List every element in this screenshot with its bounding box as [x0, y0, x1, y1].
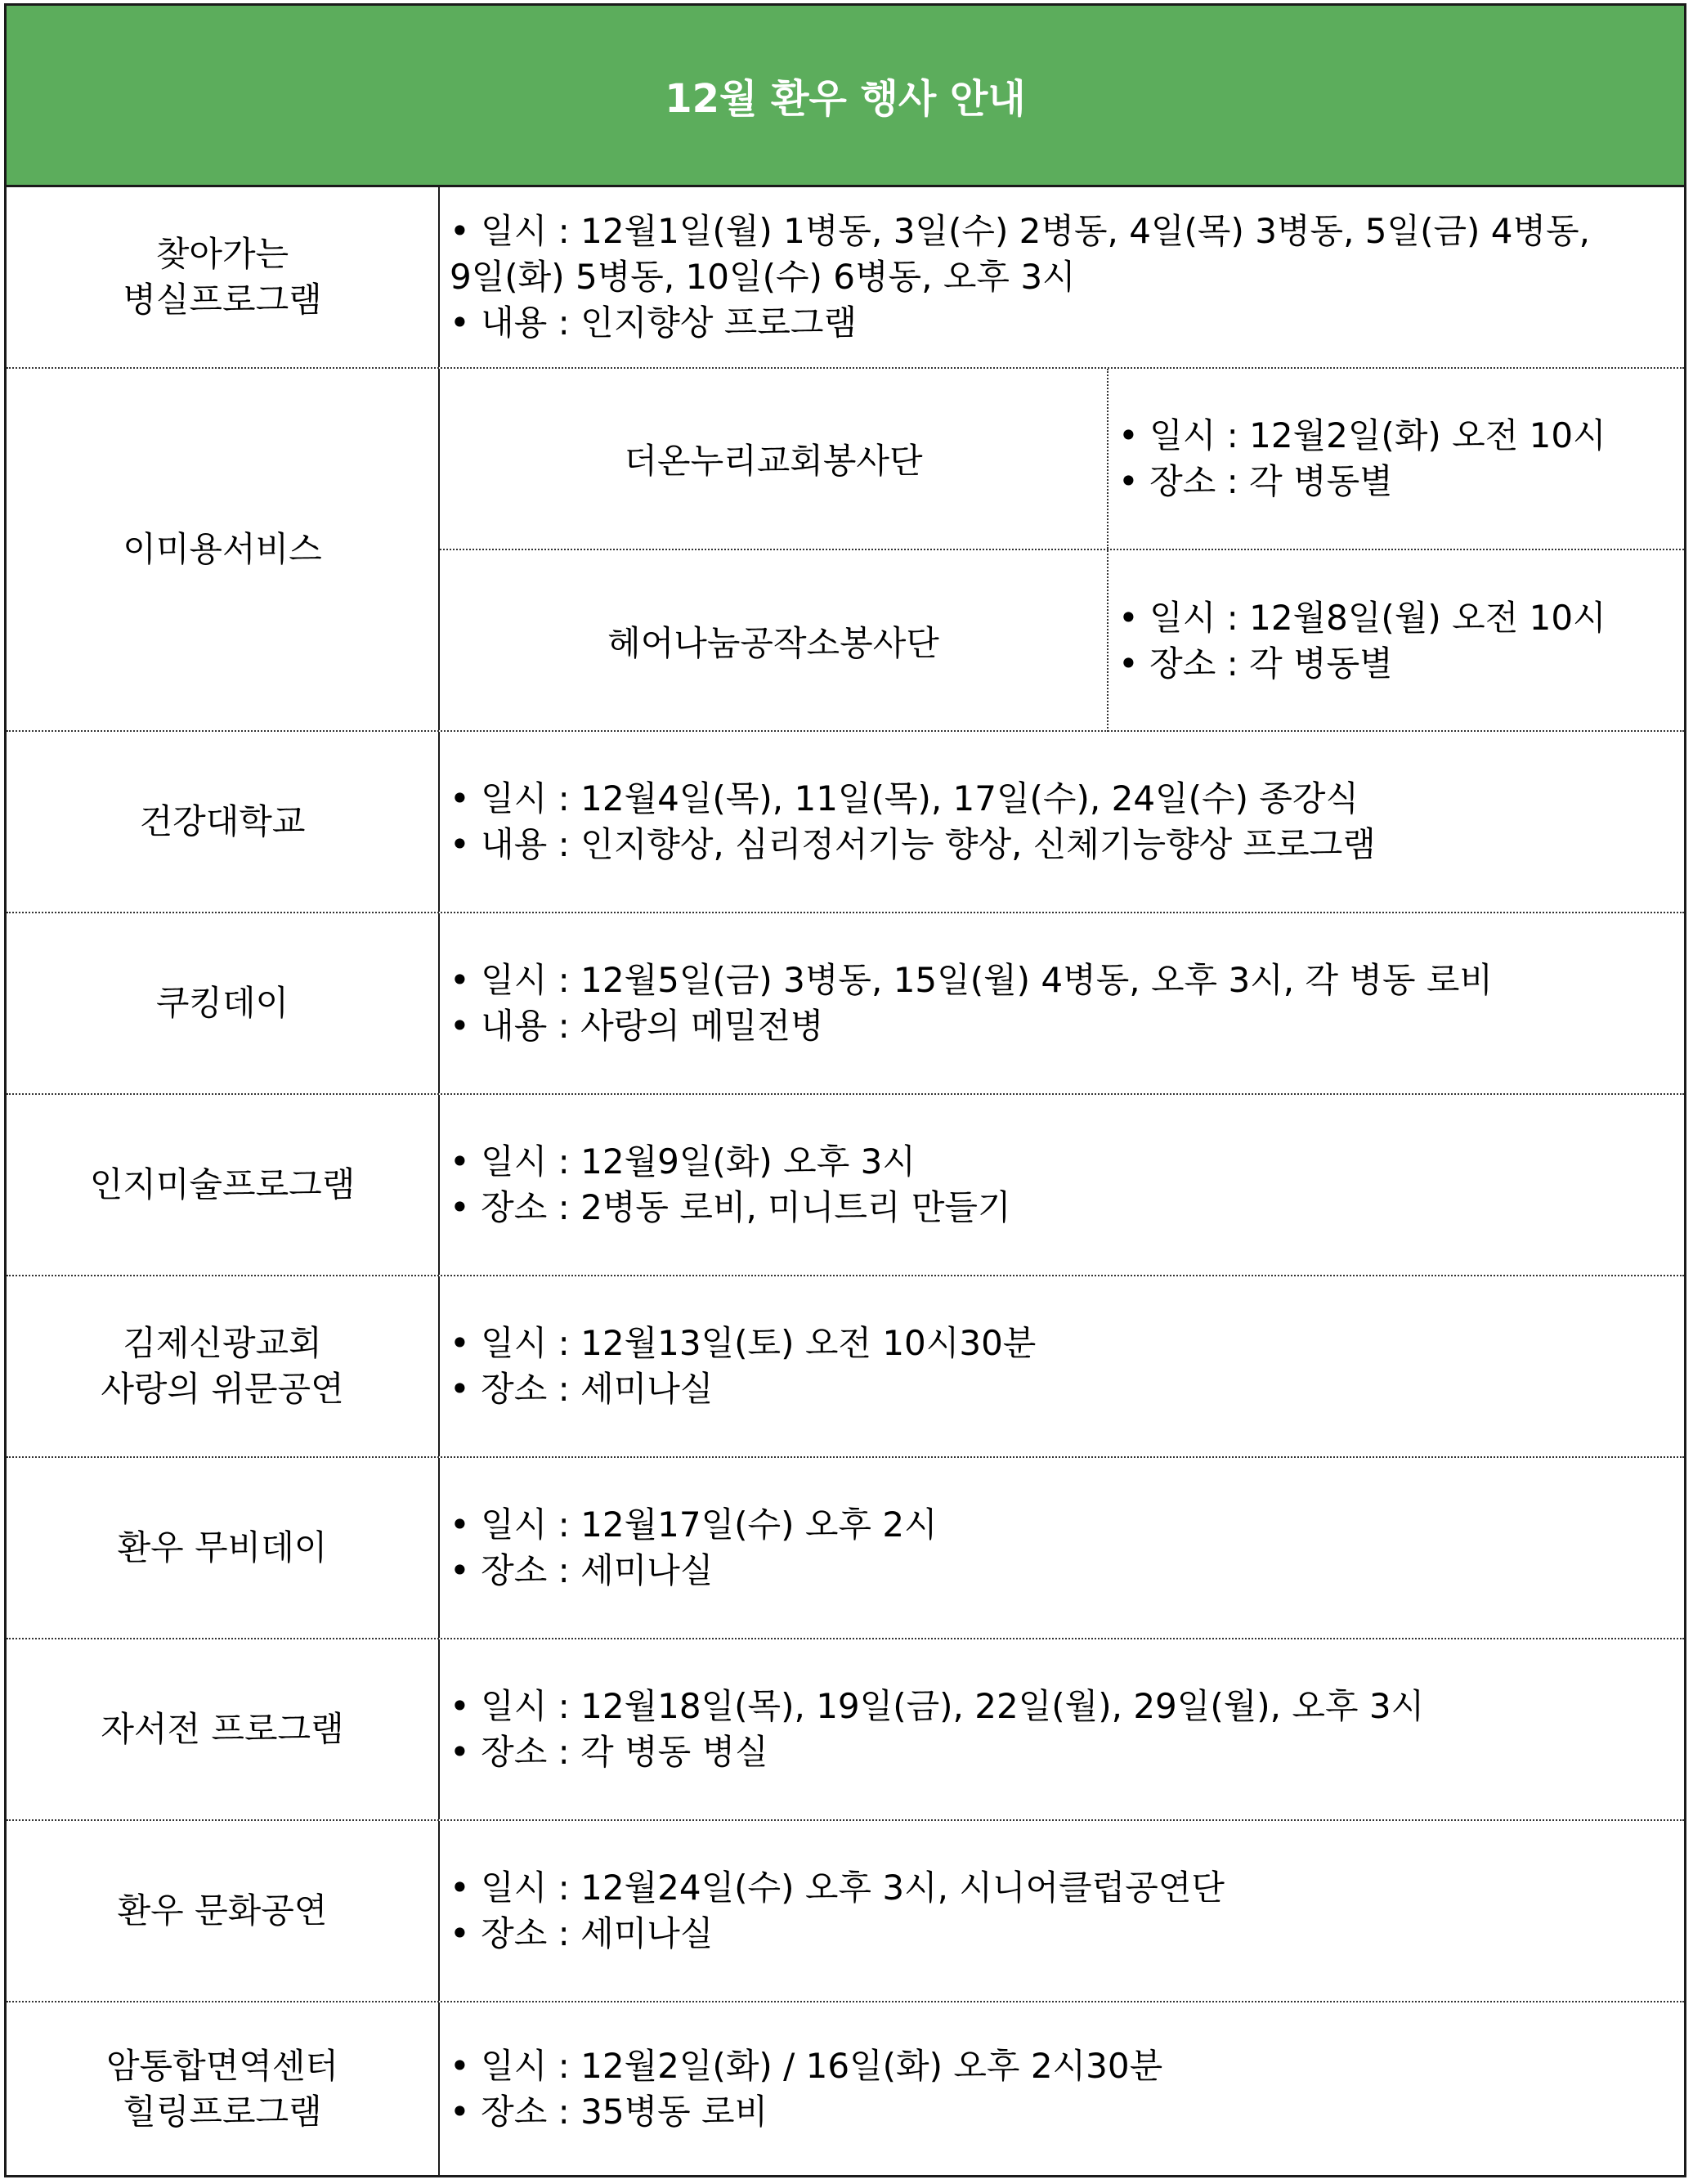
program-details — [440, 1095, 1684, 1275]
table-row — [7, 2002, 1684, 2175]
detail-line: • 일시 : 12월17일(수) 오후 2시 — [450, 1505, 938, 1545]
detail-line: • 일시 : 12월8일(월) 오전 10시 — [1118, 598, 1606, 638]
program-name-line: 환우 무비데이 — [117, 1527, 328, 1567]
program-name-line: 힐링프로그램 — [123, 2091, 322, 2132]
program-name-line: 암통합면역센터 — [105, 2045, 338, 2086]
program-name-line: 자서전 프로그램 — [101, 1709, 344, 1749]
table-row — [7, 1821, 1684, 2002]
program-name — [7, 732, 440, 912]
detail-line: • 장소 : 35병동 로비 — [450, 2091, 768, 2132]
table-row — [7, 1639, 1684, 1821]
detail-line: • 장소 : 각 병동별 — [1118, 644, 1393, 684]
program-name — [7, 1276, 440, 1456]
program-name — [7, 2002, 440, 2175]
program-name — [7, 369, 440, 730]
volunteer-group-name: 헤어나눔공작소봉사단 — [440, 550, 1109, 732]
volunteer-group-name: 더온누리교회봉사단 — [440, 369, 1109, 549]
program-name-line: 쿠킹데이 — [155, 983, 289, 1023]
table-row — [7, 369, 1684, 732]
detail-line: • 일시 : 12월9일(화) 오후 3시 — [450, 1141, 916, 1182]
program-name-line: 이미용서비스 — [123, 529, 322, 569]
program-details — [440, 1276, 1684, 1456]
table-row — [7, 1095, 1684, 1276]
program-name — [7, 1095, 440, 1275]
program-name — [7, 1639, 440, 1819]
detail-line: • 내용 : 인지향상, 심리정서기능 향상, 신체기능향상 프로그램 — [450, 824, 1376, 864]
program-name-line: 찾아가는 — [155, 234, 289, 274]
detail-line: • 내용 : 인지향상 프로그램 — [450, 303, 858, 343]
detail-line: • 장소 : 세미나실 — [450, 1913, 714, 1953]
detail-line: • 일시 : 12월13일(토) 오전 10시30분 — [450, 1323, 1037, 1363]
program-name — [7, 1458, 440, 1638]
program-details — [440, 187, 1684, 367]
program-name — [7, 1821, 440, 2001]
program-details — [440, 2002, 1684, 2175]
detail-line: • 일시 : 12월4일(목), 11일(목), 17일(수), 24일(수) 종강식 — [450, 778, 1359, 818]
detail-line: • 일시 : 12월2일(화) 오전 10시 — [1118, 415, 1606, 455]
page-title: 12월 환우 행사 안내 — [665, 76, 1026, 122]
program-details — [440, 732, 1684, 912]
detail-line: 9일(화) 5병동, 10일(수) 6병동, 오후 3시 — [450, 257, 1076, 297]
detail-line: • 장소 : 각 병동 병실 — [450, 1732, 768, 1772]
sub-row — [440, 550, 1684, 732]
detail-line: • 일시 : 12월18일(목), 19일(금), 22일(월), 29일(월), 오후 3시 — [450, 1686, 1425, 1726]
program-details — [440, 1458, 1684, 1638]
detail-line: • 장소 : 각 병동별 — [1118, 461, 1393, 501]
table-header — [7, 6, 1684, 187]
program-name-line: 사랑의 위문공연 — [101, 1369, 344, 1409]
program-name-line: 환우 문화공연 — [117, 1890, 328, 1931]
detail-line: • 장소 : 세미나실 — [450, 1550, 714, 1590]
program-name-line: 병실프로그램 — [123, 280, 322, 320]
program-name-line: 김제신광교회 — [123, 1323, 322, 1363]
detail-line: • 장소 : 2병동 로비, 미니트리 만들기 — [450, 1187, 1011, 1227]
table-row — [7, 1458, 1684, 1639]
sub-row — [440, 369, 1684, 550]
detail-line: • 일시 : 12월24일(수) 오후 3시, 시니어클럽공연단 — [450, 1868, 1225, 1908]
detail-line: • 일시 : 12월5일(금) 3병동, 15일(월) 4병동, 오후 3시, 각 병동 로비 — [450, 960, 1494, 1000]
event-table — [4, 3, 1686, 2177]
program-name-line: 건강대학교 — [139, 801, 306, 841]
table-row — [7, 187, 1684, 369]
program-details — [440, 1639, 1684, 1819]
table-row — [7, 913, 1684, 1095]
detail-line: • 일시 : 12월2일(화) / 16일(화) 오후 2시30분 — [450, 2045, 1163, 2086]
volunteer-group-details — [1109, 550, 1684, 732]
program-name — [7, 913, 440, 1093]
program-details — [440, 1821, 1684, 2001]
volunteer-group-details — [1109, 369, 1684, 549]
program-name — [7, 187, 440, 367]
table-row — [7, 732, 1684, 913]
detail-line: • 내용 : 사랑의 메밀전병 — [450, 1006, 824, 1046]
program-name-line: 인지미술프로그램 — [89, 1164, 356, 1204]
detail-line: • 일시 : 12월1일(월) 1병동, 3일(수) 2병동, 4일(목) 3병동, 5일(금) 4병동, — [450, 211, 1591, 251]
detail-line: • 장소 : 세미나실 — [450, 1369, 714, 1409]
program-details — [440, 913, 1684, 1093]
table-row — [7, 1276, 1684, 1458]
